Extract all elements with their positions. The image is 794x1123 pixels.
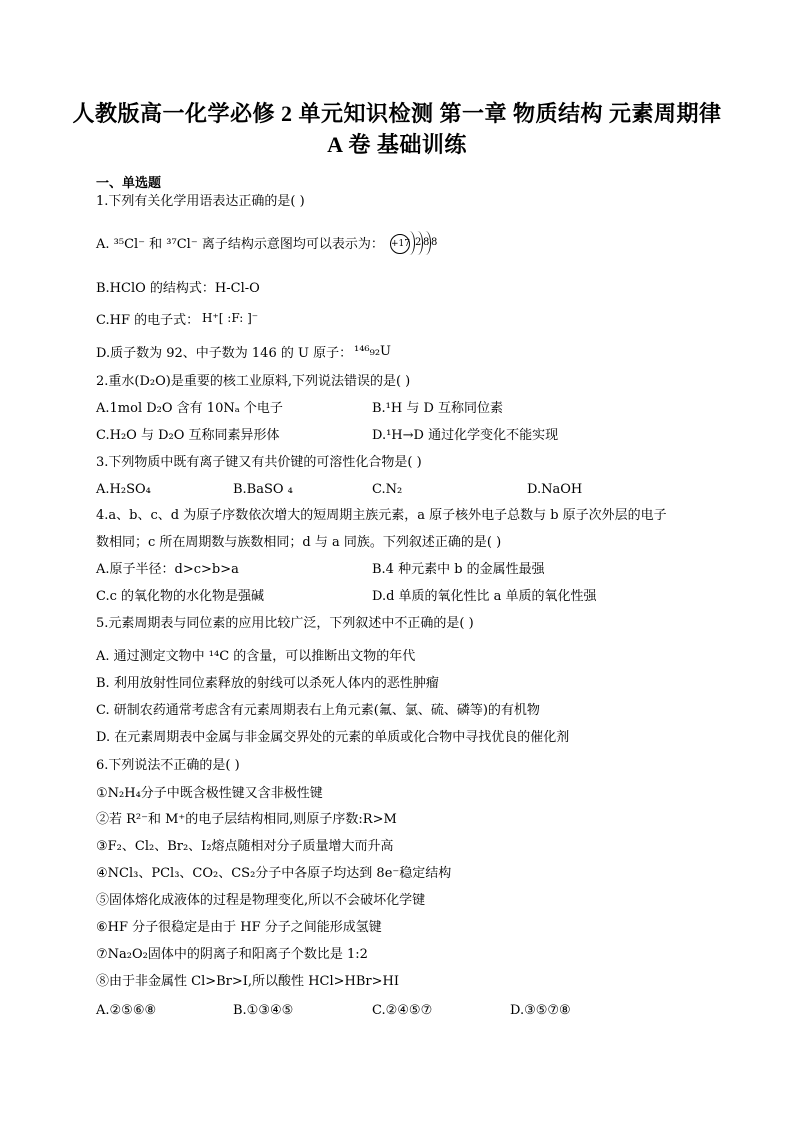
q4-option-a: A.原子半径：d>c>b>a	[96, 562, 239, 577]
q1-option-c: C.HF 的电子式：	[96, 313, 200, 328]
section-heading: 一、单选题	[96, 176, 162, 191]
q1-option-a: A. ³⁵Cl⁻ 和 ³⁷Cl⁻ 离子结构示意图均可以表示为：	[96, 237, 384, 252]
hf-electron-formula: H⁺[ :F: ]⁻	[202, 311, 259, 325]
q4-option-b: B.4 种元素中 b 的金属性最强	[372, 562, 545, 577]
q3-stem: 3.下列物质中既有离子键又有共价键的可溶性化合物是( )	[96, 455, 422, 470]
atom-structure-diagram	[390, 234, 450, 264]
q2-option-c: C.H₂O 与 D₂O 互称同素异形体	[96, 428, 280, 443]
q3-option-b: B.BaSO ₄	[233, 482, 293, 497]
q5-option-d: D. 在元素周期表中金属与非金属交界处的元素的单质或化合物中寻找优良的催化剂	[96, 730, 570, 745]
shell-count: 8	[423, 237, 430, 248]
q2-option-b: B.¹H 与 D 互称同位素	[372, 401, 504, 416]
q4-stem-line1: 4.a、b、c、d 为原子序数依次增大的短周期主族元素，a 原子核外电子总数与 b 原子次外层的电子	[96, 508, 667, 523]
q6-option-c: C.②④⑤⑦	[372, 1003, 433, 1018]
q5-stem: 5.元素周期表与同位素的应用比较广泛，下列叙述中不正确的是( )	[96, 616, 474, 631]
q3-option-d: D.NaOH	[527, 482, 583, 497]
q3-option-a: A.H₂SO₄	[96, 482, 151, 497]
q5-option-a: A. 通过测定文物中 ¹⁴C 的含量，可以推断出文物的年代	[96, 649, 416, 664]
q5-option-c: C. 研制农药通常考虑含有元素周期表右上角元素(氟、氯、硫、磷等)的有机物	[96, 703, 540, 718]
q6-statement: ④NCl₃、PCl₃、CO₂、CS₂分子中各原子均达到 8e⁻稳定结构	[96, 866, 452, 881]
page-title: 人教版高一化学必修 2 单元知识检测 第一章 物质结构 元素周期律	[72, 101, 722, 126]
q6-option-b: B.①③④⑤	[233, 1003, 294, 1018]
nucleus: +17	[390, 234, 410, 254]
q3-option-c: C.N₂	[372, 482, 403, 497]
q6-statement: ②若 R²⁻和 M⁺的电子层结构相同,则原子序数:R>M	[96, 812, 397, 827]
q1-option-b: B.HClO 的结构式：H-Cl-O	[96, 281, 260, 296]
q6-stem: 6.下列说法不正确的是( )	[96, 758, 240, 773]
q6-statement: ⑦Na₂O₂固体中的阴离子和阳离子个数比是 1:2	[96, 947, 368, 962]
q1-option-d: D.质子数为 92、中子数为 146 的 U 原子：	[96, 346, 353, 361]
q6-statement: ⑥HF 分子很稳定是由于 HF 分子之间能形成氢键	[96, 920, 382, 935]
q5-option-b: B. 利用放射性同位素释放的射线可以杀死人体内的恶性肿瘤	[96, 676, 439, 691]
page-subtitle: A 卷 基础训练	[327, 132, 467, 157]
shell-count: 8	[431, 237, 438, 248]
q4-option-c: C.c 的氧化物的水化物是强碱	[96, 589, 265, 604]
q2-option-a: A.1mol D₂O 含有 10Nₐ 个电子	[96, 401, 283, 416]
shell-count: 2	[415, 237, 422, 248]
q6-option-d: D.③⑤⑦⑧	[510, 1003, 571, 1018]
uranium-symbol: ¹⁴⁶₉₂U	[354, 344, 392, 359]
q6-statement: ⑧由于非金属性 Cl>Br>I,所以酸性 HCl>HBr>HI	[96, 974, 399, 989]
q4-option-d: D.d 单质的氧化性比 a 单质的氧化性强	[372, 589, 597, 604]
q4-stem-line2: 数相同；c 所在周期数与族数相同；d 与 a 同族。下列叙述正确的是( )	[96, 535, 502, 550]
q6-option-a: A.②⑤⑥⑧	[96, 1003, 157, 1018]
q2-option-d: D.¹H→D 通过化学变化不能实现	[372, 428, 559, 443]
q6-statement: ③F₂、Cl₂、Br₂、I₂熔点随相对分子质量增大而升高	[96, 839, 394, 854]
q2-stem: 2.重水(D₂O)是重要的核工业原料,下列说法错误的是( )	[96, 374, 411, 389]
q1-stem: 1.下列有关化学用语表达正确的是( )	[96, 194, 305, 209]
q6-statement: ①N₂H₄分子中既含极性键又含非极性键	[96, 786, 323, 801]
q6-statement: ⑤固体熔化成液体的过程是物理变化,所以不会破坏化学键	[96, 893, 426, 908]
